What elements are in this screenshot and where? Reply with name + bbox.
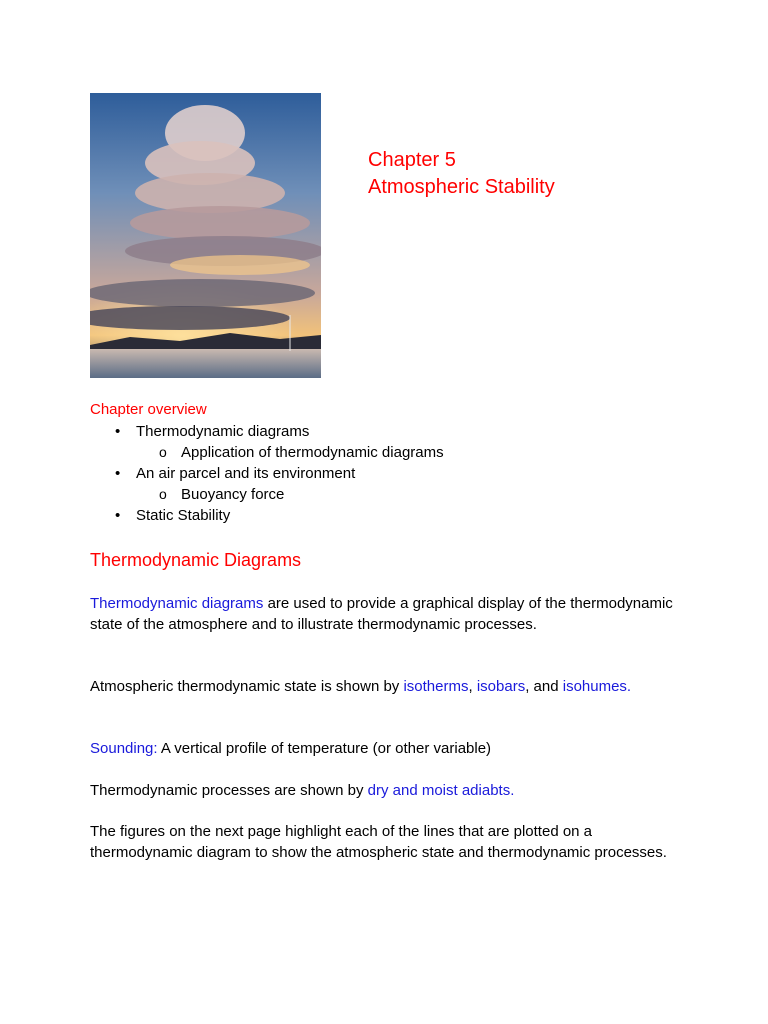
paragraph-text: A vertical profile of temperature (or other variable) [157, 740, 492, 757]
paragraph-definition [90, 593, 680, 635]
overview-item [90, 463, 444, 505]
separator: , and [525, 678, 563, 695]
overview-heading: Chapter overview [90, 401, 207, 418]
overview-item [90, 505, 444, 526]
cover-photo [90, 93, 321, 378]
chapter-name: Atmospheric Stability [368, 176, 555, 198]
overview-sublist [136, 442, 444, 463]
overview-subitem: o Application of thermodynamic diagrams [136, 442, 444, 463]
chapter-title [368, 147, 555, 201]
overview-sublist [136, 484, 444, 505]
section-heading: Thermodynamic Diagrams [90, 550, 302, 570]
separator: , [468, 678, 477, 695]
term-isotherms: isotherms [403, 678, 469, 695]
term-thermodynamic-diagrams: Thermodynamic diagrams [90, 595, 264, 612]
paragraph-state [90, 676, 680, 697]
overview-subitem: o Buoyancy force [136, 484, 444, 505]
overview-item-label: Thermodynamic diagrams [136, 423, 310, 440]
paragraph-text: Thermodynamic processes are shown by [90, 782, 368, 799]
overview-list [90, 421, 444, 526]
paragraph-sounding [90, 738, 680, 759]
term-sounding: Sounding: [90, 740, 158, 757]
term-isobars: isobars [476, 678, 526, 695]
overview-item-label: An air parcel and its environment [136, 465, 356, 482]
paragraph-text: are used to provide a graphical display of the thermodynamic state of the atmosphere and to illustrate thermodynamic processes. [90, 595, 673, 633]
overview-item-label: Static Stability [136, 507, 231, 524]
paragraph-processes [90, 780, 680, 801]
term-isohumes: isohumes. [562, 678, 632, 695]
overview-item [90, 421, 444, 463]
term-adiabats: dry and moist adiabts. [367, 782, 515, 799]
chapter-number: Chapter 5 [368, 149, 456, 171]
paragraph-figures: The figures on the next page highlight each of the lines that are plotted on a thermodynamic diagram to show the atmospheric state and thermodynamic processes. [90, 823, 667, 861]
paragraph-text: Atmospheric thermodynamic state is shown by [90, 678, 404, 695]
